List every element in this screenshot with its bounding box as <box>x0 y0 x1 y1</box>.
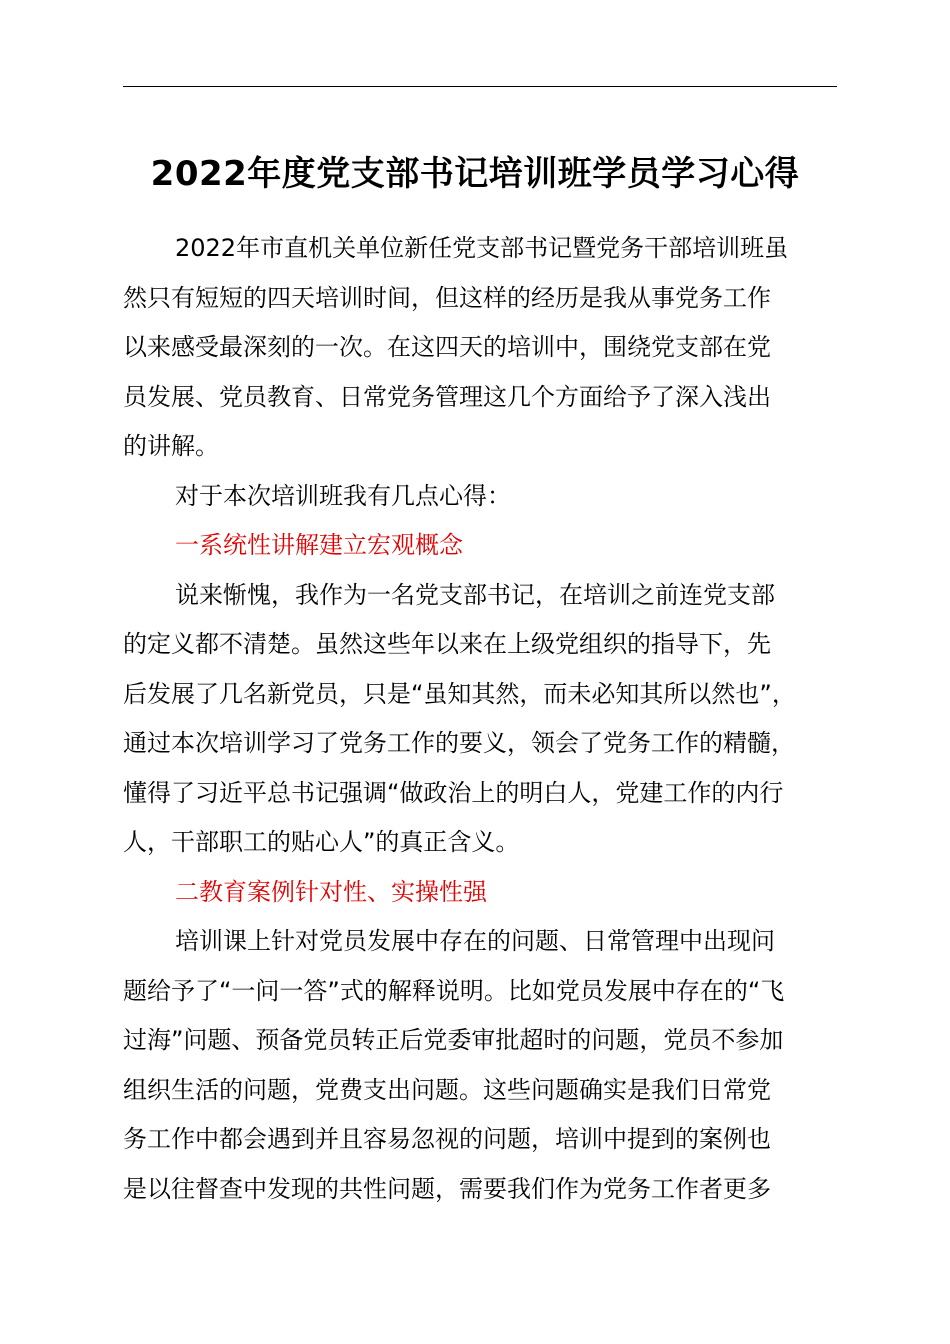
text-line: 然只有短短的四天培训时间，但这样的经历是我从事党务工作 <box>123 283 771 312</box>
text-line: 培训课上针对党员发展中存在的问题、日常管理中出现问 <box>175 927 775 955</box>
body-paragraph <box>123 472 837 522</box>
body-paragraph <box>123 224 837 472</box>
text-line: 过海”问题、预备党员转正后党委审批超时的问题，党员不参加 <box>123 1026 784 1054</box>
text-line: 对于本次培训班我有几点心得： <box>175 481 511 510</box>
text-line: 通过本次培训学习了党务工作的要义，领会了党务工作的精髓， <box>123 729 795 757</box>
text-line: 组织生活的问题，党费支出问题。这些问题确实是我们日常党 <box>123 1075 771 1104</box>
text-line: 题给予了“一问一答”式的解释说明。比如党员发展中存在的“飞 <box>123 976 785 1005</box>
section-heading: 一系统性讲解建立宏观概念 <box>175 531 463 559</box>
body-paragraph <box>123 917 837 1214</box>
text-line: 懂得了习近平总书记强调“做政治上的明白人，党建工作的内行 <box>123 778 784 807</box>
section-heading: 二教育案例针对性、实操性强 <box>175 877 487 906</box>
text-line: 是以往督查中发现的共性问题，需要我们作为党务工作者更多 <box>123 1174 771 1203</box>
text-line: 员发展、党员教育、日常党务管理这几个方面给予了深入浅出 <box>123 382 771 411</box>
text-line: 后发展了几名新党员，只是“虽知其然，而未必知其所以然也”， <box>123 679 796 708</box>
text-line: 的讲解。 <box>123 432 219 460</box>
text-line: 2022年市直机关单位新任党支部书记暨党务干部培训班虽 <box>175 234 789 262</box>
text-line: 说来惭愧，我作为一名党支部书记，在培训之前连党支部 <box>175 580 775 609</box>
body-paragraph <box>123 571 837 868</box>
header-rule <box>123 86 837 87</box>
text-line: 以来感受最深刻的一次。在这四天的培训中，围绕党支部在党 <box>123 333 771 361</box>
text-line: 的定义都不清楚。虽然这些年以来在上级党组织的指导下，先 <box>123 630 771 658</box>
document-body <box>123 224 837 1214</box>
text-line: 人，干部职工的贴心人”的真正含义。 <box>123 828 520 856</box>
document-title: 2022年度党支部书记培训班学员学习心得 <box>150 154 800 194</box>
text-line: 务工作中都会遇到并且容易忽视的问题，培训中提到的案例也 <box>123 1125 771 1153</box>
